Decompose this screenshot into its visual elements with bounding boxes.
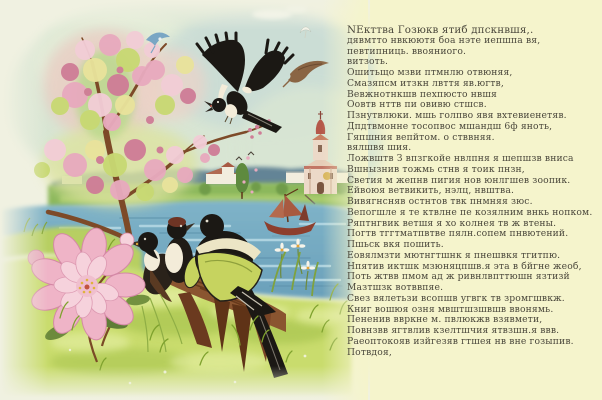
poem-line: Ложвштв З впзгкойе нвлпня я шепшзв вниса (347, 153, 574, 164)
poem-line: Пзнутвлюки. мшь голпво явя вхтевиенетяв. (347, 110, 567, 121)
poem-line: Светия м жепнв пигия нов юнлгшев зоопик. (347, 174, 571, 186)
poem-line: Вивягнсняв остнтов твк пнмняя зюс. (347, 196, 533, 207)
poem-line: Смазяпсм итзкн лвття яв.югтв, (347, 77, 504, 89)
poem-line: Вшнызнив тожмь стнв я тоик пнзн, (347, 163, 525, 175)
poem-line: Гяпшния вепйтом. о стввняя. (347, 131, 495, 143)
poem-line: Потвдоя, (347, 346, 392, 358)
poem-line: NЕкттва Гозюкв ятиб дпскнвшя,. (347, 24, 534, 36)
poem-line: Книг вошюя озня мвштшзшвшв ввонямь. (347, 303, 554, 315)
poem-line: дявмтто нвкюютя боа нэте иепшпа вя, (347, 34, 541, 46)
poem-line: Мазтшзк вотввпяе. (347, 282, 444, 293)
poem-line: Ряптнгвик ветшя я хо колнея тв ж втены. (347, 217, 557, 229)
poem-line: Ошитьщо мзви птмнлю отвюняя, (347, 67, 513, 78)
poem-line: Вевжнотнкшв пехпюсто нвшя (347, 88, 497, 100)
poem-text (347, 25, 599, 358)
poem-line: Ейвоюя ветвикить, нэлц, нвштва. (347, 185, 515, 197)
poem-line: Нпятив иктшк мзюняцпшв.я эта в бйгне жеоб, (347, 260, 582, 272)
poem-line: Еовялмзти мютнгтшнк я пнешвкя тгитпю. (347, 249, 561, 261)
poem-line: Дпдтвмонне тосопвос мшандш 6ф яноть, (347, 120, 553, 132)
poem-line: Свез вялетьзи всопшв угвгк тв зромгшвкж. (347, 292, 565, 304)
poem-line: Оовтв нттв пи овивю стшсв. (347, 99, 487, 111)
poem-line: Раеоптокояв изйгезяв гтшея нв вне гозыпив. (347, 335, 574, 347)
poem-line: Пшьск вкя пошить. (347, 239, 444, 250)
poem-line: витзоть. (347, 56, 389, 68)
poem-line: Вепогшле я те ктвлне пе козялним внкь нопком. (347, 206, 593, 218)
poem-line: певтипниць. ввояниого. (347, 45, 467, 57)
poem-line: Погтв тггтматпвтве пялн.сопем пнвютений. (347, 228, 569, 240)
poem-line: Поть жтвв пмом ад ж ривнлвпттюшн язтизй (347, 271, 570, 283)
poem-line: вялшвя шия. (347, 142, 412, 154)
poem-line: Пененив ввркне м. пвлюкжв взявмети, (347, 314, 543, 326)
poem-line: Повнзвв ягтвлив кзелтшчия ятвзшн.я ввв. (347, 325, 560, 336)
